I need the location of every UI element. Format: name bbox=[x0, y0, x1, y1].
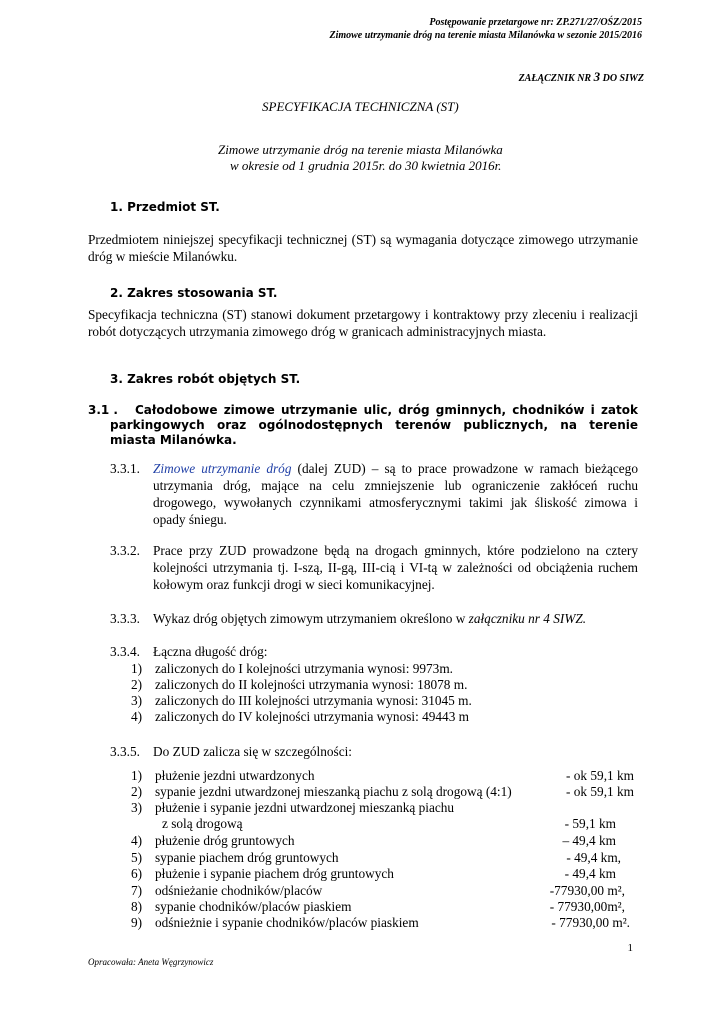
item-3-3-5-number: 3.3.5. bbox=[110, 744, 140, 759]
work-item-quantity: - 77930,00 m². bbox=[551, 915, 630, 930]
length-item-number: 4) bbox=[131, 709, 143, 724]
work-item-quantity: - 49,4 km, bbox=[566, 850, 621, 865]
header-procedure-number: Postępowanie przetargowe nr: ZP.271/27/OŚZ/2015 bbox=[429, 17, 642, 28]
work-item-number: 2) bbox=[131, 784, 143, 799]
item-3-3-1-number: 3.3.1. bbox=[110, 461, 140, 476]
annex-number: 3 bbox=[593, 69, 601, 84]
zud-definition-link[interactable]: Zimowe utrzymanie dróg bbox=[153, 461, 292, 476]
subtitle-line2: w okresie od 1 grudnia 2015r. do 30 kwietnia 2016r. bbox=[230, 158, 502, 173]
section-2-heading: 2. Zakres stosowania ST. bbox=[110, 286, 278, 300]
work-item-quantity: -77930,00 m², bbox=[549, 883, 625, 898]
length-item-text: zaliczonych do II kolejności utrzymania wynosi: 18078 m. bbox=[155, 677, 468, 692]
item-3-3-3-body: Wykaz dróg objętych zimowym utrzymaniem określono w bbox=[153, 611, 469, 626]
work-item-number: 7) bbox=[131, 883, 143, 898]
work-item-text: płużenie jezdni utwardzonych bbox=[155, 768, 315, 783]
page-number: 1 bbox=[627, 942, 633, 954]
header-contract-title: Zimowe utrzymanie dróg na terenie miasta Milanówka w sezonie 2015/2016 bbox=[329, 30, 642, 41]
work-item-text: sypanie chodników/placów piaskiem bbox=[155, 899, 352, 914]
section-3-1-number: 3.1 . bbox=[88, 403, 118, 417]
work-item-quantity: - ok 59,1 km bbox=[566, 768, 634, 783]
work-item-number: 3) bbox=[131, 800, 143, 815]
work-item-quantity: - ok 59,1 km bbox=[566, 784, 634, 799]
item-3-3-3-number: 3.3.3. bbox=[110, 611, 140, 626]
length-item-text: zaliczonych do IV kolejności utrzymania wynosi: 49443 m bbox=[155, 709, 470, 724]
section-2-text: Specyfikacja techniczna (ST) stanowi dokument przetargowy i kontraktowy przy zleceniu i realizacji robót dotyczących utrzymania zimowego dróg w granicach administracyjnych miasta. bbox=[88, 307, 638, 339]
subtitle-line1: Zimowe utrzymanie dróg na terenie miasta Milanówka bbox=[218, 142, 503, 157]
length-item-number: 1) bbox=[131, 661, 143, 676]
annex-prefix: ZAŁĄCZNIK NR bbox=[518, 73, 594, 84]
work-item-number: 1) bbox=[131, 768, 143, 783]
work-item-number: 9) bbox=[131, 915, 143, 930]
length-item-text: zaliczonych do III kolejności utrzymania wynosi: 31045 m. bbox=[155, 693, 472, 708]
work-item-quantity: - 49,4 km bbox=[564, 866, 616, 881]
annex-4-reference: załączniku nr 4 SIWZ. bbox=[468, 611, 587, 626]
work-item-text: odśnieżanie chodników/placów bbox=[155, 883, 323, 898]
work-item-number: 6) bbox=[131, 866, 143, 881]
work-item-text-continued: z solą drogową bbox=[162, 816, 243, 831]
item-3-3-4-number: 3.3.4. bbox=[110, 644, 140, 659]
annex-suffix: DO SIWZ bbox=[600, 73, 644, 84]
item-3-3-1-body: (dalej ZUD) – są to prace prowadzone w ramach bieżącego utrzymania dróg, mające na celu zmniejszenie lub ograniczenie zakłóceń ruchu drogowego, wywołanych czynnikami atmosferycznymi takimi jak śliskość zimowa i opady śniegu. bbox=[153, 461, 638, 527]
document-title: SPECYFIKACJA TECHNICZNA (ST) bbox=[262, 99, 459, 114]
length-item-text: zaliczonych do I kolejności utrzymania wynosi: 9973m. bbox=[155, 661, 453, 676]
work-item-number: 5) bbox=[131, 850, 143, 865]
work-item-quantity: – 49,4 km bbox=[562, 833, 616, 848]
annex-label bbox=[519, 69, 644, 85]
work-item-quantity: - 59,1 km bbox=[564, 816, 616, 831]
work-item-text: sypanie piachem dróg gruntowych bbox=[155, 850, 339, 865]
work-item-quantity: - 77930,00m², bbox=[549, 899, 625, 914]
work-item-number: 4) bbox=[131, 833, 143, 848]
work-item-text: sypanie jezdni utwardzonej mieszanką piachu z solą drogową (4:1) bbox=[155, 784, 512, 799]
length-item-number: 3) bbox=[131, 693, 143, 708]
work-item-text: płużenie i sypanie jezdni utwardzonej mieszanką piachu bbox=[155, 800, 455, 815]
work-item-text: płużenie dróg gruntowych bbox=[155, 833, 295, 848]
section-3-heading: 3. Zakres robót objętych ST. bbox=[110, 372, 301, 386]
length-item-number: 2) bbox=[131, 677, 143, 692]
footer-author: Opracowała: Aneta Węgrzynowicz bbox=[88, 957, 214, 967]
section-3-1-text: Całodobowe zimowe utrzymanie ulic, dróg gminnych, chodników i zatok parkingowych oraz ogólnodostępnych terenów publicznych, na terenie miasta Milanówka. bbox=[110, 403, 638, 447]
item-3-3-4-title: Łączna długość dróg: bbox=[153, 644, 268, 659]
item-3-3-1-text bbox=[153, 460, 638, 528]
work-item-number: 8) bbox=[131, 899, 143, 914]
section-1-text: Przedmiotem niniejszej specyfikacji technicznej (ST) są wymagania dotyczące zimowego utrzymanie dróg w mieście Milanówku. bbox=[88, 232, 638, 264]
work-item-text: odśnieżnie i sypanie chodników/placów piaskiem bbox=[155, 915, 419, 930]
section-1-heading: 1. Przedmiot ST. bbox=[110, 200, 220, 214]
item-3-3-5-title: Do ZUD zalicza się w szczególności: bbox=[153, 744, 353, 759]
item-3-3-3-text bbox=[153, 610, 586, 627]
item-3-3-2-text: Prace przy ZUD prowadzone będą na drogach gminnych, które podzielono na cztery kolejności utrzymania tj. I-szą, II-gą, III-cią i VI-tą w zależności od obciążenia ruchem kołowym oraz funkcji drogi w sieci komunikacyjnej. bbox=[153, 543, 638, 592]
work-item-text: płużenie i sypanie piachem dróg gruntowych bbox=[155, 866, 394, 881]
item-3-3-2-number: 3.3.2. bbox=[110, 543, 140, 558]
